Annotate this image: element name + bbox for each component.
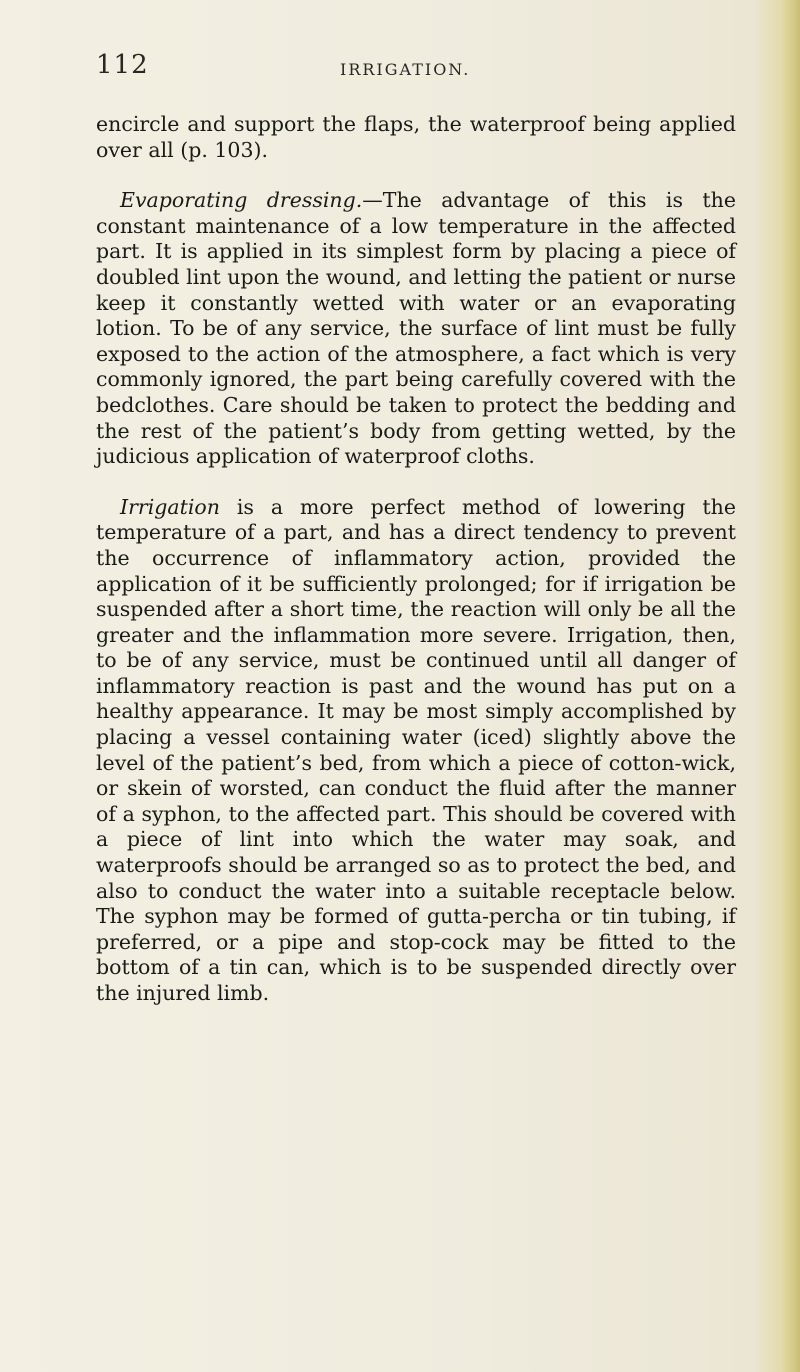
paragraph-text: is a more perfect method of lowering the temperature of a part, and has a direct tendency to prevent the occurrence of inflammatory action, provided the application of it be sufficiently prolonged; for if irrigation be suspended after a short time, the reaction will only be all the greater and the inflammation more severe. Irrigation, then, to be of any service, must be continued until all danger of inflammatory reaction is past and the wound has put on a healthy appearance. It may be most simply accomplished by placing a vessel containing water (iced) slightly above the level of the patient’s bed, from which a piece of cotton-wick, or skein of worsted, can conduct the fluid after the manner of a syphon, to the affected part. This should be covered with a piece of lint into which the water may soak, and waterproofs should be arranged so as to protect the bed, and also to conduct the water into a suitable receptacle below. The syphon may be formed of gutta-percha or tin tubing, if preferred, or a pipe and stop-cock may be fitted to the bottom of a tin can, which is to be suspended directly over the injured limb. [96,494,736,1005]
paragraph-lead: Evaporating dressing. [120,188,363,213]
page-number: 112 [96,50,149,80]
paragraph-text: encircle and support the flaps, the waterproof being applied over all (p. 103). [96,112,736,162]
running-head: IRRIGATION. [340,60,471,79]
paragraph-irrigation [96,495,736,1007]
paragraph-evaporating-dressing [96,188,736,470]
paragraph-lead: Irrigation [120,494,220,519]
paragraph-text: —The advantage of this is the constant maintenance of a low temperature in the affected part. It is applied in its simplest form by placing a piece of doubled lint upon the wound, and letting the patient or nurse keep it constantly wetted with water or an evaporating lotion. To be of any service, the surface of lint must be fully exposed to the action of the atmosphere, a fact which is very commonly ignored, the part being carefully covered with the bedclothes. Care should be taken to protect the bedding and the rest of the patient’s body from getting wetted, by the judicious application of waterproof cloths. [96,188,736,469]
paragraph-continuation [96,112,736,163]
page-edge [782,0,800,1372]
page-header [96,48,736,88]
body-text [96,112,736,1032]
